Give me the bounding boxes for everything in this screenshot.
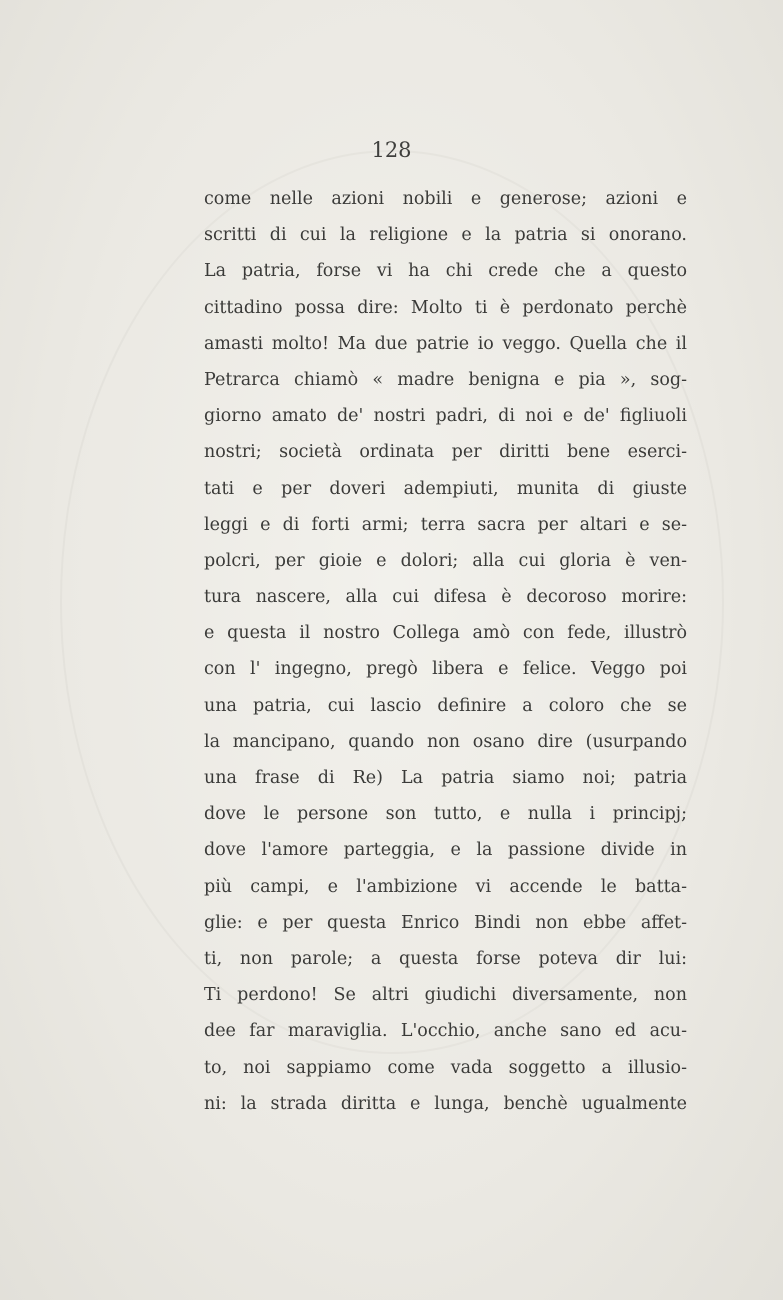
text-line: una frase di Re) La patria siamo noi; patria — [204, 768, 687, 788]
text-line: La patria, forse vi ha chi crede che a questo — [204, 261, 687, 282]
text-line: leggi e di forti armi; terra sacra per altari e se- — [204, 514, 687, 535]
text-line: dove le persone son tutto, e nulla i principj; — [204, 804, 687, 825]
text-line: amasti molto! Ma due patrie io veggo. Quella che il — [204, 333, 687, 354]
text-line: giorno amato de' nostri padri, di noi e de' figliuoli — [204, 406, 687, 427]
text-line: nostri; società ordinata per diritti bene eserci- — [204, 442, 687, 463]
text-line: tura nascere, alla cui difesa è decoroso morire: — [204, 587, 687, 608]
text-line: to, noi sappiamo come vada soggetto a illusio- — [204, 1057, 687, 1078]
text-line: dove l'amore parteggia, e la passione divide in — [204, 840, 687, 861]
text-line: Ti perdono! Se altri giudichi diversamente, non — [204, 985, 687, 1006]
text-line: la mancipano, quando non osano dire (usurpando — [204, 731, 687, 752]
text-line: tati e per doveri adempiuti, munita di giuste — [204, 478, 687, 499]
text-line: cittadino possa dire: Molto ti è perdonato perchè — [204, 297, 687, 318]
text-line: ni: la strada diritta e lunga, benchè ugualmente — [204, 1093, 687, 1114]
text-line: Petrarca chiamò « madre benigna e pia », sog- — [204, 369, 687, 390]
text-line: come nelle azioni nobili e generose; azioni e — [204, 189, 687, 209]
text-line: polcri, per gioie e dolori; alla cui gloria è ven- — [204, 550, 687, 571]
body-text — [204, 181, 687, 1122]
text-line: ti, non parole; a questa forse poteva dir lui: — [204, 948, 687, 969]
text-line: con l' ingegno, pregò libera e felice. Veggo poi — [204, 659, 687, 680]
text-line: e questa il nostro Collega amò con fede, illustrò — [204, 623, 687, 644]
text-line: glie: e per questa Enrico Bindi non ebbe affet- — [204, 912, 687, 933]
text-line: una patria, cui lascio definire a coloro che se — [204, 695, 687, 716]
page-number: 128 — [371, 138, 412, 162]
text-line: scritti di cui la religione e la patria si onorano. — [204, 225, 687, 246]
text-line: più campi, e l'ambizione vi accende le batta- — [204, 876, 687, 897]
text-line: dee far maraviglia. L'occhio, anche sano ed acu- — [204, 1021, 687, 1042]
